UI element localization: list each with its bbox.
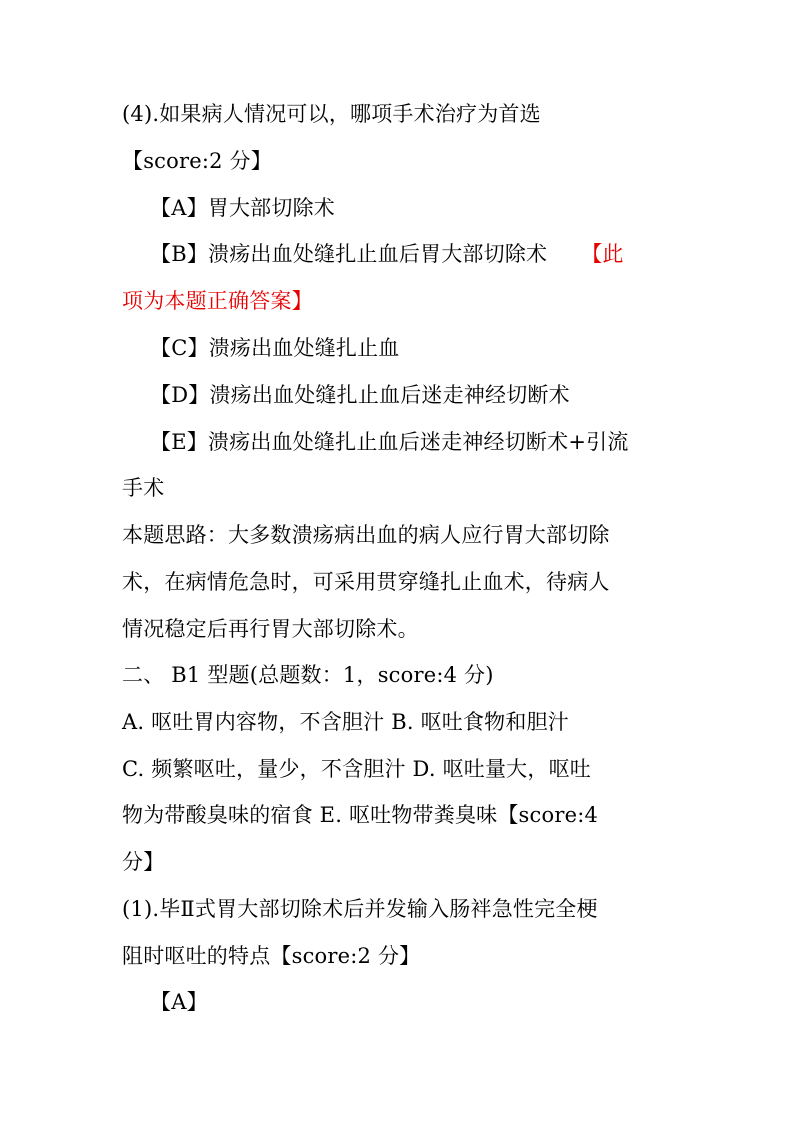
shared-options-line-4: 分】 — [122, 850, 165, 874]
option-b — [150, 240, 624, 268]
explanation-line-2: 术，在病情危急时，可采用贯穿缝扎止血术，待病人 — [122, 570, 610, 594]
shared-options: A. 呕吐胃内容物，不含胆汁 B. 呕吐食物和胆汁 — [122, 710, 569, 734]
correct-answer-mark-continued: 项为本题正确答案】 — [122, 289, 313, 313]
explanation: 本题思路：大多数溃疡病出血的病人应行胃大部切除 — [122, 523, 610, 547]
question-1-stem: (1).毕Ⅱ式胃大部切除术后并发输入肠袢急性完全梗 — [122, 897, 598, 921]
question-1-stem-line-2: 阻时呕吐的特点【score:2 分】 — [122, 944, 421, 968]
correct-answer-mark: 【此 — [581, 242, 624, 266]
question-4-stem: (4).如果病人情况可以，哪项手术治疗为首选 — [122, 102, 541, 126]
explanation-line-3: 情况稳定后再行胃大部切除术。 — [122, 617, 419, 641]
option-e: 【E】溃疡出血处缝扎止血后迷走神经切断术+引流 — [150, 430, 629, 454]
question-4-score: 【score:2 分】 — [122, 149, 272, 173]
shared-options-line-3: 物为带酸臭味的宿食 E. 呕吐物带粪臭味【score:4 — [122, 803, 599, 827]
option-d: 【D】溃疡出血处缝扎止血后迷走神经切断术 — [150, 383, 570, 407]
option-c: 【C】溃疡出血处缝扎止血 — [150, 336, 400, 360]
section-heading: 二、 B1 型题(总题数：1，score:4 分) — [122, 663, 494, 687]
question-1-option-a: 【A】 — [150, 990, 208, 1014]
option-a: 【A】胃大部切除术 — [150, 196, 335, 220]
shared-options-line-2: C. 频繁呕吐，量少，不含胆汁 D. 呕吐量大，呕吐 — [122, 757, 591, 781]
option-b-text: 【B】溃疡出血处缝扎止血后胃大部切除术 — [150, 242, 548, 266]
option-e-continued: 手术 — [122, 476, 165, 500]
